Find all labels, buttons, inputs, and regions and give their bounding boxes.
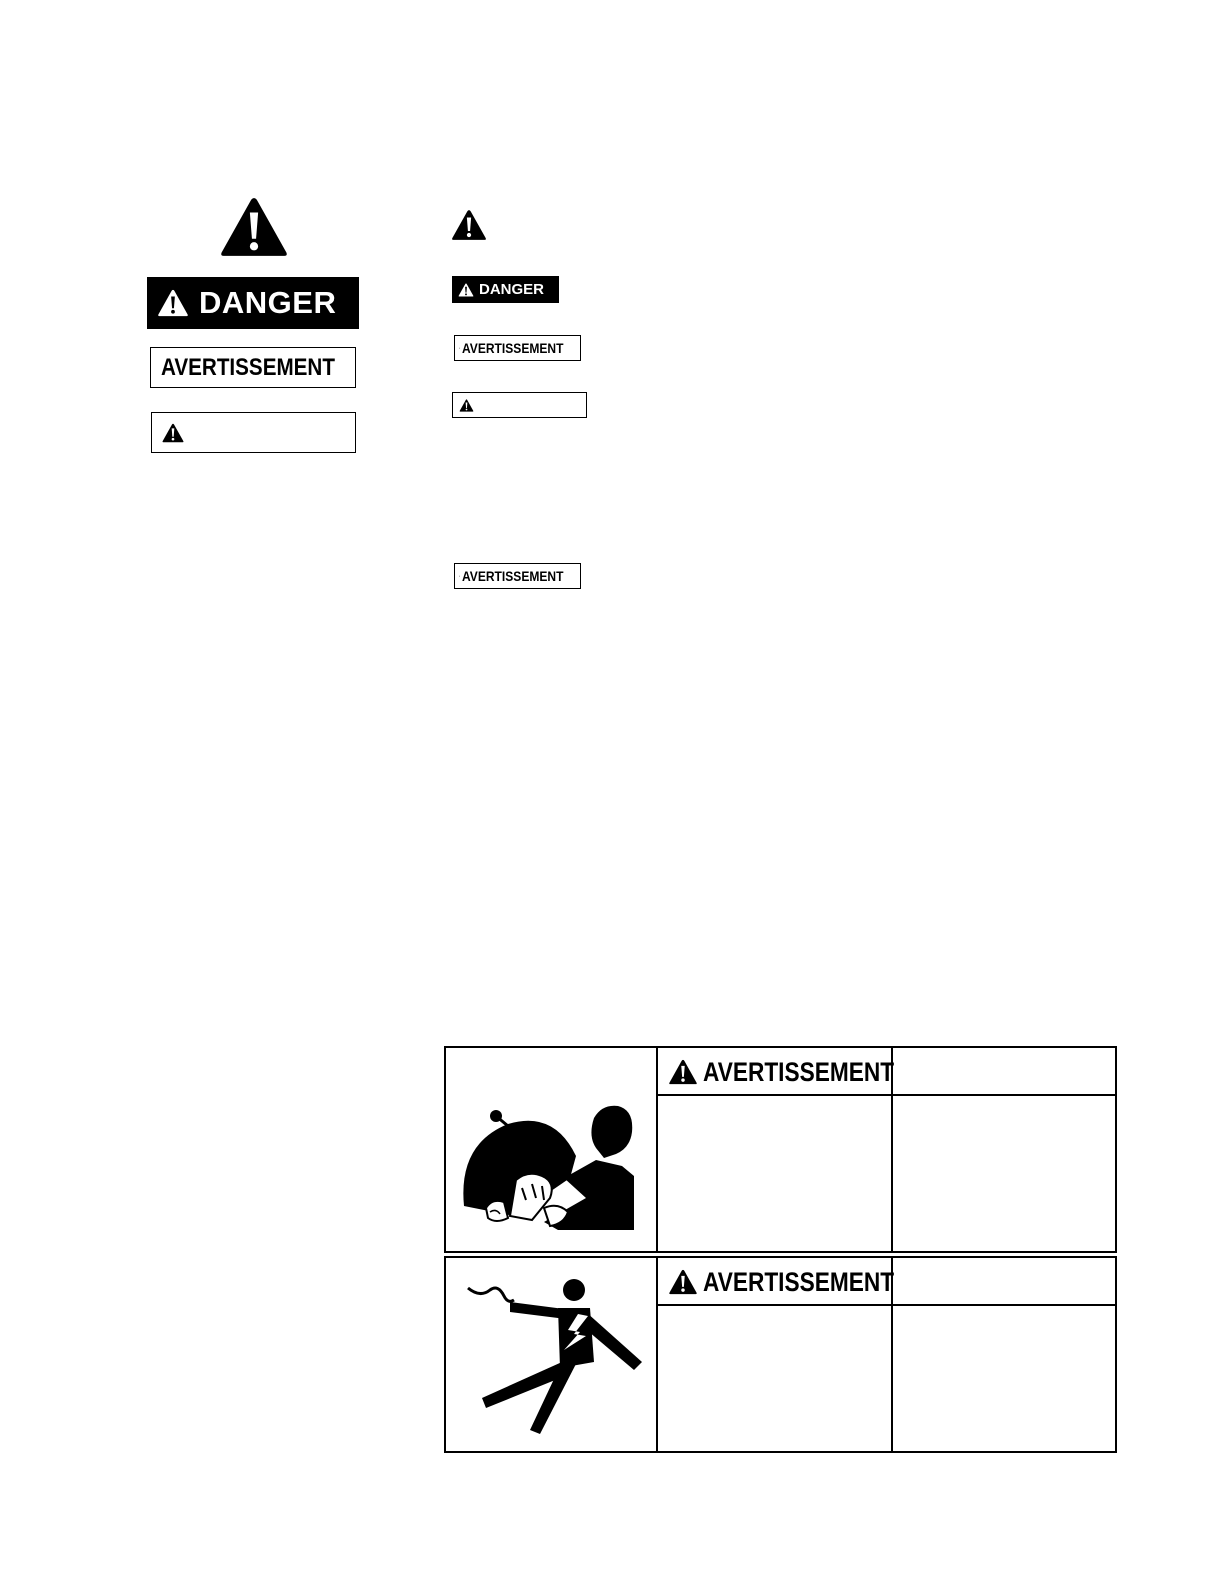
- danger-signal-word: DANGER: [479, 281, 545, 298]
- warning-label-large: [150, 347, 356, 388]
- hazard-row-electric: [444, 1256, 1117, 1453]
- warning-signal-word: AVERTISSEMENT: [703, 1266, 895, 1297]
- exclamation-triangle-icon: [668, 1269, 698, 1295]
- exclamation-triangle-icon: [459, 399, 474, 412]
- exclamation-triangle-icon: [459, 341, 460, 355]
- danger-label-small: [452, 276, 559, 303]
- hazard-warning-label: [668, 1056, 931, 1088]
- exclamation-triangle-icon: [162, 423, 184, 443]
- warning-signal-word: AVERTISSEMENT: [161, 353, 335, 381]
- caution-label-large: [151, 412, 356, 453]
- electric-shock-hazard-icon: [446, 1258, 654, 1451]
- hazard-pictogram-cell: [446, 1048, 658, 1251]
- exclamation-triangle-icon: [458, 283, 474, 297]
- warning-signal-word: AVERTISSEMENT: [703, 1056, 895, 1087]
- exclamation-triangle-icon: [451, 209, 487, 241]
- warning-signal-word: AVERTISSEMENT: [462, 568, 564, 584]
- warning-label-small: [454, 335, 581, 361]
- warning-label-inline: [454, 563, 581, 589]
- hazard-pictogram-cell: [446, 1258, 658, 1451]
- danger-label-large: [147, 277, 359, 329]
- hazard-row-rotating: [444, 1046, 1117, 1253]
- rotating-parts-hazard-icon: [446, 1048, 654, 1251]
- warning-signal-word: AVERTISSEMENT: [462, 340, 564, 356]
- exclamation-triangle-icon: [668, 1059, 698, 1085]
- exclamation-triangle-icon: [218, 196, 290, 258]
- exclamation-triangle-icon: [157, 289, 189, 317]
- hazard-warning-label: [668, 1266, 931, 1298]
- caution-label-small: [452, 392, 587, 418]
- exclamation-triangle-icon: [459, 569, 460, 583]
- danger-signal-word: DANGER: [199, 285, 337, 320]
